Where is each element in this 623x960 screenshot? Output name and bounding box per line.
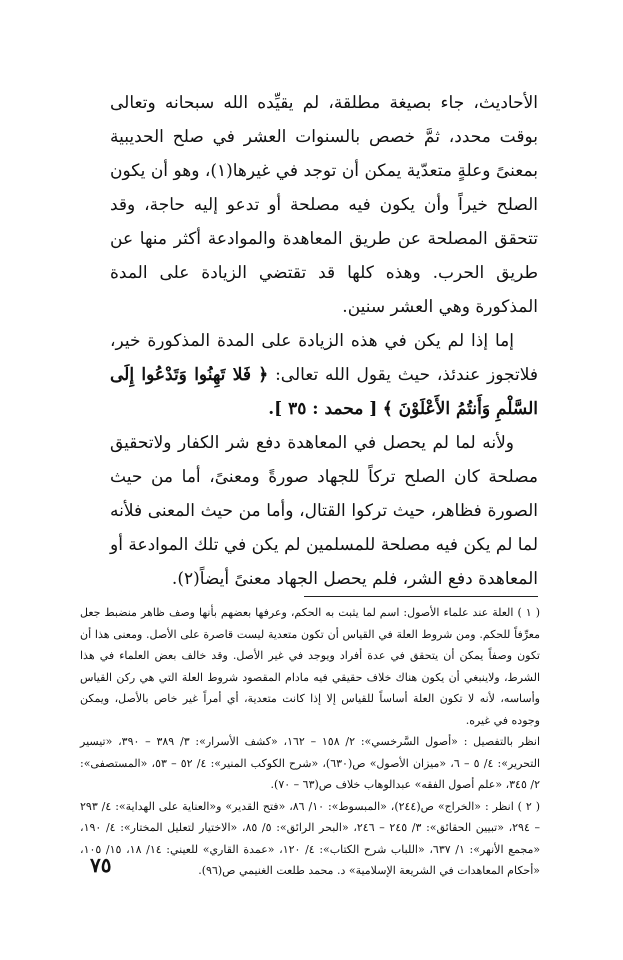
quran-reference: [ محمد : ٣٥ ].: [268, 399, 378, 419]
footnotes: [80, 602, 540, 882]
footnote-1-references: انظر بالتفصيل : «أصول السَّرخسي»: ٢/ ١٥٨ – ١٦٢، «كشف الأسرار»: ٣/ ٣٨٩ – ٣٩٠، «تيسير التحرير»: ٤/ ٥ – ٦، «ميزان الأصول» ص(٦٣٠)، «شرح الكوكب المنير»: ٤/ ٥٢ – ٥٣، «المستصفى»: ٢/ ٣٤٥، «علم أصول الفقه» عبدالوهاب خلاف ص(٦٣ – ٧٠).: [80, 735, 541, 791]
footnote-1-definition: ( ١ ) العلة عند علماء الأصول: اسم لما يثبت به الحكم، وعرفها بعضهم بأنها وصف ظاهر منضبط جعل معرِّفاً للحكم. ومن شروط العلة في القياس أن تكون متعدية ليست قاصرة على الأصل. ومعنى هذا أن تكون وصفاً يمكن أن يتحقق في عدة أفراد ويوجد في غير الأصل. وقد خالف بعض العلماء في هذا الشرط، ولاينبغي أن يكون هناك خلاف حقيقي فيه مادام المقصود شروط العلة التي هي ركن القياس وأساسه، لأنه لا تكون العلة أساساً للقياس إلا إذا كانت متعدية، أي أمراً غير خاص بالأصل، ويمكن وجوده في غيره.: [80, 606, 540, 727]
footnote-divider: [304, 596, 538, 597]
quran-quote: ﴿ فَلا تَهِنُوا وَتَدْعُوا إِلَى السَّلْمِ وَأَنتُمُ الأَعْلَوْنَ ﴾: [110, 365, 538, 419]
footnote-2: ( ٢ ) انظر : «الخراج» ص(٢٤٤)، «المبسوط»: ١٠/ ٨٦، «فتح القدير» و«العناية على الهداية»: ٤/ ٢٩٣ – ٢٩٤، «تبيين الحقائق»: ٣/ ٢٤٥ – ٢٤٦، «البحر الرائق»: ٥/ ٨٥، «الاختيار لتعليل المختار»: ٤/ ١٩٠، «مجمع الأنهر»: ١/ ٦٣٧، «اللباب شرح الكتاب»: ٤/ ١٢٠، «عمدة القاري» للعيني: ١٤/ ١٨، ١٥/ ١٠٥، «أحكام المعاهدات في الشريعة الإسلامية» د. محمد طلعت الغنيمي ص(٩٦).: [80, 799, 541, 877]
paragraph-2-text: إما إذا لم يكن في هذه الزيادة على المدة المذكورة خير، فلاتجوز عندئذ، حيث يقول الله تعالى:: [110, 331, 538, 385]
main-text: [110, 86, 538, 596]
paragraph-3: ولأنه لما لم يحصل في المعاهدة دفع شر الكفار ولاتحقيق مصلحة كان الصلح تركاً للجهاد صورةً ومعنىً، أما من حيث الصورة فظاهر، حيث تركوا القتال، وأما من حيث المعنى فلأنه لما لم يكن فيه مصلحة للمسلمين لم يكن في تلك الموادعة أو المعاهدة دفع الشر، فلم يحصل الجهاد معنىً أيضاً(٢).: [110, 433, 538, 589]
page-number: ٧٥: [90, 853, 112, 877]
paragraph-1: الأحاديث، جاء بصيغة مطلقة، لم يقيِّده الله سبحانه وتعالى بوقت محدد، ثمَّ خصص بالسنوات العشر في صلح الحديبية بمعنىً وعلةٍ متعدّية يمكن أن توجد في غيرها(١)، وهو أن يكون الصلح خيراً وأن يكون فيه مصلحة أو تدعو إليه حاجة، وقد تتحقق المصلحة عن طريق المعاهدة والموادعة أكثر منها عن طريق الحرب. وهذه كلها قد تقتضي الزيادة على المدة المذكورة وهي العشر سنين.: [110, 93, 538, 317]
paragraph-2: [110, 324, 538, 426]
